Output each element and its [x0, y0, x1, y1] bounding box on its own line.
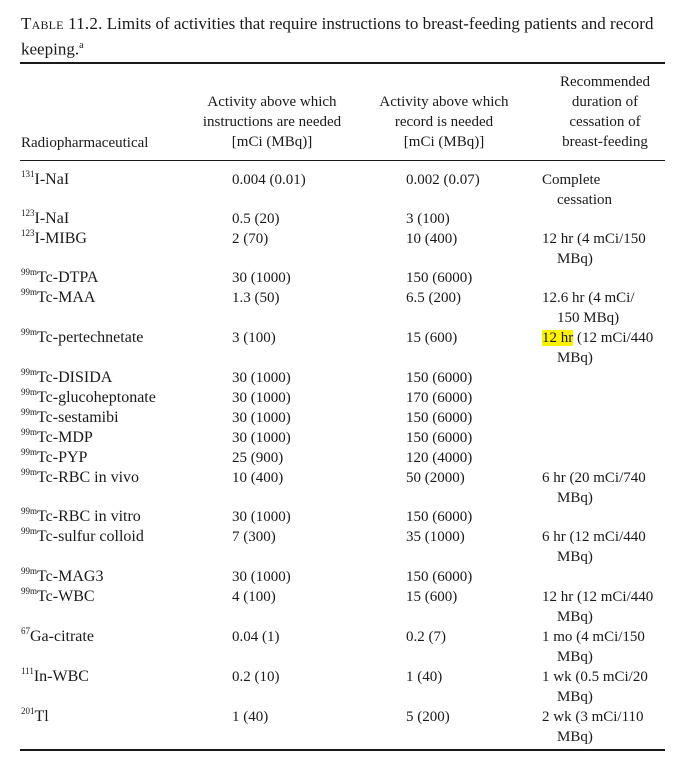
compound-name: I-NaI — [34, 171, 70, 188]
instructions-activity-cell: 0.2 (10) — [232, 669, 280, 685]
radiopharmaceutical-cell — [21, 667, 89, 687]
compound-name: Tc-sulfur colloid — [37, 528, 144, 545]
header-line: cessation of — [569, 114, 641, 130]
radiopharmaceutical-cell — [21, 527, 144, 547]
duration-text: 12.6 hr (4 mCi/ — [542, 290, 635, 306]
record-activity-cell: 3 (100) — [406, 211, 450, 227]
instructions-activity-cell: 30 (1000) — [232, 509, 291, 525]
isotope-mass: 99m — [21, 467, 38, 477]
compound-name: Tc-MDP — [37, 429, 93, 446]
header-radiopharmaceutical: Radiopharmaceutical — [21, 135, 149, 151]
instructions-activity-cell: 4 (100) — [232, 589, 276, 605]
header-instructions — [182, 92, 362, 152]
duration-cell — [542, 229, 672, 269]
compound-name: Tl — [34, 708, 49, 725]
duration-cell — [542, 328, 672, 368]
duration-text: 2 wk (3 mCi/110 — [542, 709, 644, 725]
isotope-mass: 99m — [21, 287, 38, 297]
header-line: Activity above which — [207, 94, 337, 110]
isotope-mass: 123 — [21, 208, 35, 218]
instructions-activity-cell: 30 (1000) — [232, 410, 291, 426]
isotope-mass: 99m — [21, 407, 38, 417]
isotope-mass: 131 — [21, 169, 35, 179]
bottom-rule — [20, 749, 665, 751]
instructions-activity-cell: 2 (70) — [232, 231, 269, 247]
duration-line-2: MBq) — [557, 729, 593, 745]
duration-line-2: 150 MBq) — [557, 310, 620, 326]
record-activity-cell: 6.5 (200) — [406, 290, 461, 306]
record-activity-cell: 5 (200) — [406, 709, 450, 725]
isotope-mass: 99m — [21, 327, 38, 337]
radiopharmaceutical-cell — [21, 507, 141, 527]
radiopharmaceutical-cell — [21, 408, 119, 428]
duration-cell — [542, 468, 672, 508]
radiopharmaceutical-cell — [21, 627, 94, 647]
duration-line-2: MBq) — [557, 350, 593, 366]
duration-line-2: MBq) — [557, 490, 593, 506]
header-line: breast-feeding — [562, 134, 648, 150]
instructions-activity-cell: 0.5 (20) — [232, 211, 280, 227]
record-activity-cell: 150 (6000) — [406, 370, 473, 386]
instructions-activity-cell: 7 (300) — [232, 529, 276, 545]
compound-name: Tc-glucoheptonate — [37, 389, 156, 406]
compound-name: Tc-pertechnetate — [37, 329, 144, 346]
isotope-mass: 99m — [21, 427, 38, 437]
isotope-mass: 99m — [21, 267, 38, 277]
header-line: record is needed — [394, 114, 494, 130]
duration-line-2: MBq) — [557, 251, 593, 267]
radiopharmaceutical-cell — [21, 587, 95, 607]
duration-text: Complete — [542, 172, 601, 188]
header-duration — [540, 72, 670, 152]
isotope-mass: 99m — [21, 586, 38, 596]
record-activity-cell: 15 (600) — [406, 330, 458, 346]
radiopharmaceutical-cell — [21, 448, 87, 468]
instructions-activity-cell: 30 (1000) — [232, 390, 291, 406]
record-activity-cell: 35 (1000) — [406, 529, 465, 545]
record-activity-cell: 50 (2000) — [406, 470, 465, 486]
instructions-activity-cell: 0.004 (0.01) — [232, 172, 306, 188]
duration-line-2: MBq) — [557, 649, 593, 665]
duration-line-1 — [542, 229, 672, 249]
isotope-mass: 67 — [21, 626, 30, 636]
record-activity-cell: 150 (6000) — [406, 410, 473, 426]
caption-text: Limits of activities that require instructions to breast-feeding patients and record keeping. — [21, 14, 654, 59]
instructions-activity-cell: 1.3 (50) — [232, 290, 280, 306]
radiopharmaceutical-cell — [21, 368, 112, 388]
header-rule — [20, 160, 665, 161]
compound-name: Ga-citrate — [30, 628, 94, 645]
compound-name: Tc-RBC in vivo — [37, 469, 140, 486]
duration-cell — [542, 288, 672, 328]
compound-name: Tc-MAG3 — [37, 568, 104, 585]
record-activity-cell: 170 (6000) — [406, 390, 473, 406]
duration-cell — [542, 627, 672, 667]
instructions-activity-cell: 3 (100) — [232, 330, 276, 346]
compound-name: Tc-sestamibi — [37, 409, 119, 426]
isotope-mass: 99m — [21, 387, 38, 397]
table-label: Table 11.2. — [21, 14, 103, 33]
isotope-mass: 99m — [21, 506, 38, 516]
instructions-activity-cell: 0.04 (1) — [232, 629, 280, 645]
duration-text: 6 hr (20 mCi/740 — [542, 470, 646, 486]
radiopharmaceutical-cell — [21, 229, 87, 249]
duration-cell — [542, 707, 672, 747]
duration-text: 12 hr (4 mCi/150 — [542, 231, 646, 247]
instructions-activity-cell: 1 (40) — [232, 709, 269, 725]
radiopharmaceutical-cell — [21, 328, 143, 348]
top-rule — [20, 62, 665, 64]
duration-line-1 — [542, 667, 672, 687]
duration-cell — [542, 170, 672, 210]
instructions-activity-cell: 30 (1000) — [232, 569, 291, 585]
duration-line-1 — [542, 587, 672, 607]
compound-name: Tc-MAA — [37, 289, 96, 306]
duration-line-1 — [542, 288, 672, 308]
instructions-activity-cell: 30 (1000) — [232, 430, 291, 446]
caption-footnote-mark: a — [79, 40, 84, 51]
record-activity-cell: 150 (6000) — [406, 270, 473, 286]
header-line: instructions are needed — [202, 114, 342, 130]
record-activity-cell: 10 (400) — [406, 231, 458, 247]
instructions-activity-cell: 30 (1000) — [232, 270, 291, 286]
duration-text: 12 hr (12 mCi/440 — [542, 589, 654, 605]
radiopharmaceutical-cell — [21, 170, 69, 190]
radiopharmaceutical-cell — [21, 209, 69, 229]
record-activity-cell: 120 (4000) — [406, 450, 473, 466]
radiopharmaceutical-cell — [21, 388, 156, 408]
duration-line-1 — [542, 468, 672, 488]
compound-name: Tc-DTPA — [37, 269, 99, 286]
duration-line-1 — [542, 170, 672, 190]
header-line: duration of — [571, 94, 639, 110]
duration-line-2: MBq) — [557, 609, 593, 625]
header-line: Activity above which — [379, 94, 509, 110]
isotope-mass: 201 — [21, 706, 35, 716]
table-caption — [21, 13, 681, 61]
duration-line-1 — [542, 527, 672, 547]
duration-line-2: MBq) — [557, 689, 593, 705]
isotope-mass: 99m — [21, 526, 38, 536]
header-line: [mCi (MBq)] — [231, 134, 313, 150]
record-activity-cell: 1 (40) — [406, 669, 443, 685]
instructions-activity-cell: 10 (400) — [232, 470, 284, 486]
instructions-activity-cell: 30 (1000) — [232, 370, 291, 386]
radiopharmaceutical-cell — [21, 567, 103, 587]
compound-name: Tc-PYP — [37, 449, 88, 466]
record-activity-cell: 150 (6000) — [406, 430, 473, 446]
duration-text: 6 hr (12 mCi/440 — [542, 529, 646, 545]
compound-name: Tc-DISIDA — [37, 369, 113, 386]
duration-text: 1 wk (0.5 mCi/20 — [542, 669, 648, 685]
isotope-mass: 99m — [21, 367, 38, 377]
compound-name: Tc-WBC — [37, 588, 95, 605]
isotope-mass: 111 — [21, 666, 34, 676]
duration-line-2: MBq) — [557, 549, 593, 565]
isotope-mass: 99m — [21, 566, 38, 576]
record-activity-cell: 150 (6000) — [406, 509, 473, 525]
radiopharmaceutical-cell — [21, 468, 139, 488]
duration-text: 1 mo (4 mCi/150 — [542, 629, 645, 645]
radiopharmaceutical-cell — [21, 428, 93, 448]
duration-line-1 — [542, 627, 672, 647]
radiopharmaceutical-cell — [21, 268, 98, 288]
record-activity-cell: 15 (600) — [406, 589, 458, 605]
compound-name: I-NaI — [34, 210, 70, 227]
duration-cell — [542, 527, 672, 567]
highlighted-text: 12 hr — [542, 330, 574, 346]
compound-name: Tc-RBC in vitro — [37, 508, 141, 525]
instructions-activity-cell: 25 (900) — [232, 450, 284, 466]
duration-line-1 — [542, 328, 672, 348]
radiopharmaceutical-cell — [21, 288, 95, 308]
compound-name: In-WBC — [33, 668, 89, 685]
duration-cell — [542, 667, 672, 707]
record-activity-cell: 150 (6000) — [406, 569, 473, 585]
header-line: Recommended — [560, 74, 650, 90]
header-line: [mCi (MBq)] — [403, 134, 485, 150]
duration-line-1 — [542, 707, 672, 727]
isotope-mass: 123 — [21, 228, 35, 238]
isotope-mass: 99m — [21, 447, 38, 457]
record-activity-cell: 0.2 (7) — [406, 629, 446, 645]
header-record — [365, 92, 523, 152]
radiopharmaceutical-cell — [21, 707, 49, 727]
record-activity-cell: 0.002 (0.07) — [406, 172, 480, 188]
duration-text: (12 mCi/440 — [573, 330, 654, 346]
duration-line-2: cessation — [557, 192, 612, 208]
compound-name: I-MIBG — [34, 230, 87, 247]
duration-cell — [542, 587, 672, 627]
